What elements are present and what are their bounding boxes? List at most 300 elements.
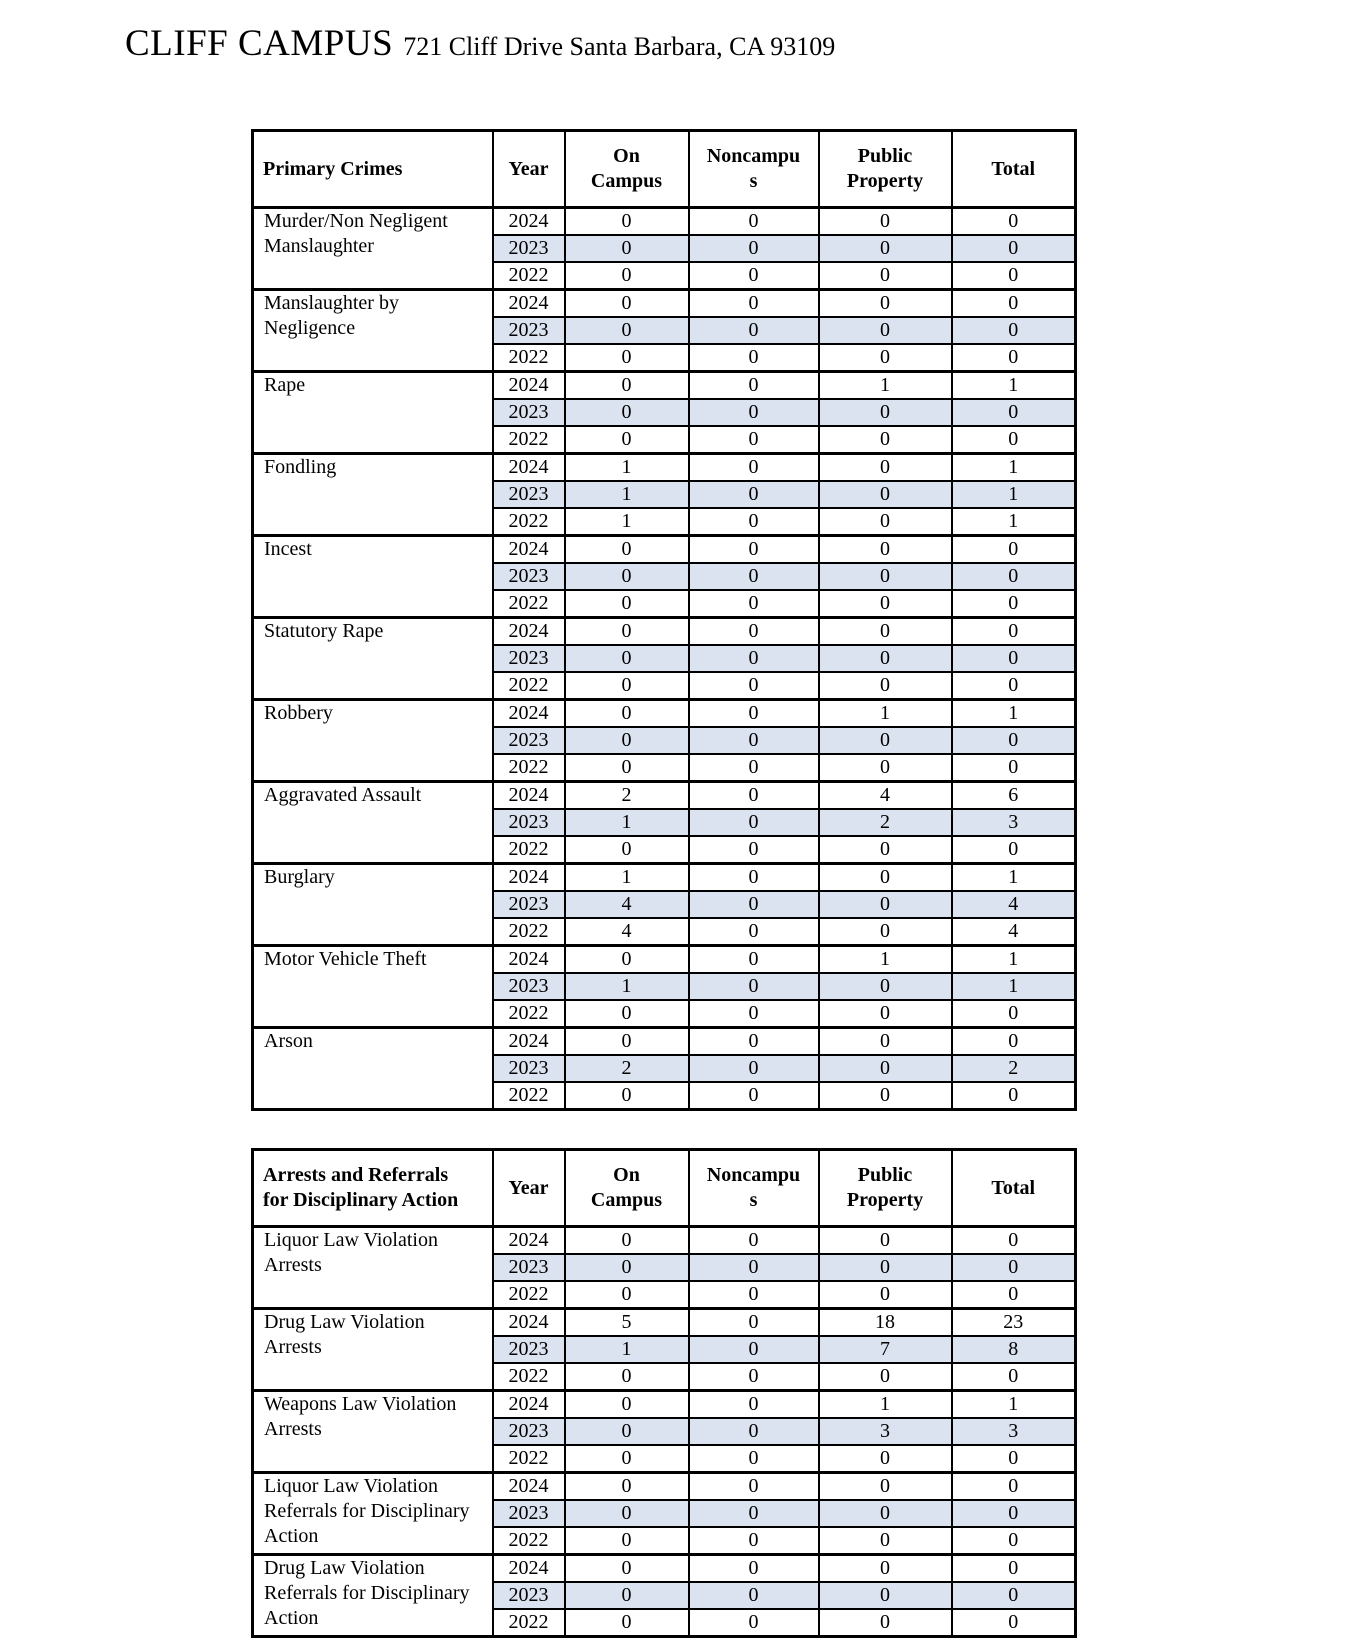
value-cell-publicproperty: 0	[819, 1281, 952, 1309]
year-cell: 2024	[493, 1391, 565, 1419]
year-cell: 2023	[493, 1418, 565, 1445]
value-cell-noncampus: 0	[689, 481, 819, 508]
value-cell-publicproperty: 0	[819, 1527, 952, 1555]
row-label-cell: Drug Law Violation Referrals for Disciplinary Action	[253, 1555, 493, 1637]
column-header-text-publicproperty: Public Property	[846, 145, 924, 192]
value-cell-total: 3	[952, 809, 1076, 836]
value-cell-noncampus: 0	[689, 590, 819, 618]
value-cell-noncampus: 0	[689, 1418, 819, 1445]
value-cell-publicproperty: 0	[819, 508, 952, 536]
value-cell-noncampus: 0	[689, 782, 819, 810]
year-cell: 2023	[493, 235, 565, 262]
row-label-cell: Aggravated Assault	[253, 782, 493, 864]
value-cell-noncampus: 0	[689, 1309, 819, 1337]
value-cell-publicproperty: 0	[819, 290, 952, 318]
row-label-cell: Incest	[253, 536, 493, 618]
value-cell-total: 0	[952, 645, 1076, 672]
crime-statistics-tables	[251, 129, 1352, 1638]
column-header-publicproperty	[819, 1150, 952, 1227]
value-cell-oncampus: 0	[565, 946, 689, 974]
value-cell-total: 0	[952, 1500, 1076, 1527]
value-cell-publicproperty: 0	[819, 1555, 952, 1583]
value-cell-oncampus: 4	[565, 918, 689, 946]
year-cell: 2024	[493, 782, 565, 810]
value-cell-publicproperty: 0	[819, 426, 952, 454]
row-label-cell: Liquor Law Violation Arrests	[253, 1227, 493, 1309]
year-cell: 2024	[493, 290, 565, 318]
value-cell-oncampus: 1	[565, 973, 689, 1000]
year-cell: 2024	[493, 1555, 565, 1583]
table-row	[253, 1309, 1076, 1337]
value-cell-publicproperty: 0	[819, 399, 952, 426]
value-cell-oncampus: 1	[565, 809, 689, 836]
value-cell-noncampus: 0	[689, 1055, 819, 1082]
value-cell-total: 0	[952, 1445, 1076, 1473]
year-cell: 2024	[493, 1473, 565, 1501]
primary-crimes-label-header-text: Primary Crimes	[263, 157, 403, 180]
value-cell-total: 0	[952, 208, 1076, 236]
year-cell: 2023	[493, 317, 565, 344]
value-cell-total: 3	[952, 1418, 1076, 1445]
value-cell-publicproperty: 0	[819, 590, 952, 618]
year-cell: 2022	[493, 1527, 565, 1555]
year-cell: 2024	[493, 536, 565, 564]
value-cell-total: 0	[952, 1254, 1076, 1281]
value-cell-oncampus: 0	[565, 727, 689, 754]
value-cell-oncampus: 0	[565, 645, 689, 672]
value-cell-total: 1	[952, 481, 1076, 508]
value-cell-total: 4	[952, 918, 1076, 946]
value-cell-oncampus: 0	[565, 426, 689, 454]
value-cell-noncampus: 0	[689, 536, 819, 564]
value-cell-total: 1	[952, 454, 1076, 482]
value-cell-publicproperty: 0	[819, 1082, 952, 1110]
column-header-total	[952, 131, 1076, 208]
value-cell-total: 1	[952, 508, 1076, 536]
year-cell: 2024	[493, 1309, 565, 1337]
value-cell-publicproperty: 0	[819, 536, 952, 564]
value-cell-noncampus: 0	[689, 1254, 819, 1281]
value-cell-noncampus: 0	[689, 672, 819, 700]
value-cell-publicproperty: 1	[819, 1391, 952, 1419]
value-cell-total: 0	[952, 1582, 1076, 1609]
table-row	[253, 700, 1076, 728]
table-row	[253, 208, 1076, 236]
value-cell-noncampus: 0	[689, 426, 819, 454]
value-cell-total: 0	[952, 536, 1076, 564]
table-row	[253, 454, 1076, 482]
value-cell-total: 0	[952, 754, 1076, 782]
table-row	[253, 372, 1076, 400]
row-label-cell: Arson	[253, 1028, 493, 1110]
year-cell: 2022	[493, 1000, 565, 1028]
year-cell: 2024	[493, 454, 565, 482]
table-row	[253, 782, 1076, 810]
value-cell-noncampus: 0	[689, 317, 819, 344]
value-cell-noncampus: 0	[689, 563, 819, 590]
value-cell-publicproperty: 0	[819, 208, 952, 236]
value-cell-oncampus: 1	[565, 1336, 689, 1363]
value-cell-publicproperty: 0	[819, 1500, 952, 1527]
value-cell-noncampus: 0	[689, 454, 819, 482]
year-cell: 2023	[493, 1582, 565, 1609]
row-label-cell: Weapons Law Violation Arrests	[253, 1391, 493, 1473]
row-label-cell: Drug Law Violation Arrests	[253, 1309, 493, 1391]
value-cell-total: 0	[952, 1281, 1076, 1309]
value-cell-noncampus: 0	[689, 1227, 819, 1255]
value-cell-total: 6	[952, 782, 1076, 810]
value-cell-noncampus: 0	[689, 946, 819, 974]
value-cell-total: 0	[952, 727, 1076, 754]
value-cell-total: 0	[952, 1000, 1076, 1028]
value-cell-total: 0	[952, 1527, 1076, 1555]
row-label-cell: Murder/Non Negligent Manslaughter	[253, 208, 493, 290]
value-cell-noncampus: 0	[689, 262, 819, 290]
value-cell-total: 1	[952, 372, 1076, 400]
value-cell-oncampus: 2	[565, 1055, 689, 1082]
value-cell-noncampus: 0	[689, 1363, 819, 1391]
year-cell: 2023	[493, 563, 565, 590]
column-header-oncampus	[565, 131, 689, 208]
value-cell-oncampus: 1	[565, 481, 689, 508]
value-cell-publicproperty: 0	[819, 344, 952, 372]
column-header-noncampus	[689, 1150, 819, 1227]
value-cell-oncampus: 0	[565, 1555, 689, 1583]
value-cell-noncampus: 0	[689, 344, 819, 372]
document-header	[125, 22, 1352, 65]
value-cell-oncampus: 5	[565, 1309, 689, 1337]
year-cell: 2023	[493, 891, 565, 918]
value-cell-publicproperty: 18	[819, 1309, 952, 1337]
arrests-referrals-table	[251, 1148, 1077, 1638]
value-cell-oncampus: 0	[565, 590, 689, 618]
row-label-cell: Statutory Rape	[253, 618, 493, 700]
value-cell-total: 0	[952, 1082, 1076, 1110]
row-label-cell: Motor Vehicle Theft	[253, 946, 493, 1028]
value-cell-noncampus: 0	[689, 1028, 819, 1056]
column-header-text-total: Total	[991, 1176, 1036, 1199]
column-header-total	[952, 1150, 1076, 1227]
value-cell-noncampus: 0	[689, 508, 819, 536]
value-cell-noncampus: 0	[689, 918, 819, 946]
value-cell-publicproperty: 1	[819, 946, 952, 974]
table-row	[253, 1227, 1076, 1255]
value-cell-total: 0	[952, 1609, 1076, 1637]
page-title: CLIFF CAMPUS	[125, 23, 394, 64]
value-cell-oncampus: 0	[565, 1281, 689, 1309]
value-cell-publicproperty: 0	[819, 1028, 952, 1056]
year-cell: 2022	[493, 1445, 565, 1473]
value-cell-oncampus: 0	[565, 672, 689, 700]
column-header-year	[493, 1150, 565, 1227]
row-label-cell: Burglary	[253, 864, 493, 946]
value-cell-total: 0	[952, 317, 1076, 344]
year-cell: 2023	[493, 645, 565, 672]
value-cell-oncampus: 0	[565, 1500, 689, 1527]
value-cell-oncampus: 0	[565, 1473, 689, 1501]
value-cell-oncampus: 0	[565, 290, 689, 318]
value-cell-oncampus: 0	[565, 563, 689, 590]
value-cell-noncampus: 0	[689, 1391, 819, 1419]
value-cell-noncampus: 0	[689, 1000, 819, 1028]
year-cell: 2023	[493, 1336, 565, 1363]
value-cell-publicproperty: 0	[819, 727, 952, 754]
value-cell-total: 0	[952, 1473, 1076, 1501]
arrests-referrals-label-header	[253, 1150, 493, 1227]
year-cell: 2022	[493, 1281, 565, 1309]
value-cell-noncampus: 0	[689, 891, 819, 918]
value-cell-noncampus: 0	[689, 1082, 819, 1110]
value-cell-noncampus: 0	[689, 727, 819, 754]
value-cell-total: 4	[952, 891, 1076, 918]
value-cell-total: 0	[952, 836, 1076, 864]
value-cell-publicproperty: 7	[819, 1336, 952, 1363]
row-label-cell: Liquor Law Violation Referrals for Disciplinary Action	[253, 1473, 493, 1555]
year-cell: 2022	[493, 590, 565, 618]
column-header-text-noncampus: Noncampus	[706, 1164, 801, 1211]
value-cell-oncampus: 0	[565, 317, 689, 344]
value-cell-publicproperty: 0	[819, 1445, 952, 1473]
value-cell-oncampus: 0	[565, 1028, 689, 1056]
value-cell-noncampus: 0	[689, 1281, 819, 1309]
value-cell-total: 1	[952, 946, 1076, 974]
value-cell-oncampus: 0	[565, 1418, 689, 1445]
value-cell-publicproperty: 0	[819, 864, 952, 892]
value-cell-noncampus: 0	[689, 700, 819, 728]
value-cell-oncampus: 1	[565, 454, 689, 482]
value-cell-noncampus: 0	[689, 1445, 819, 1473]
value-cell-publicproperty: 3	[819, 1418, 952, 1445]
column-header-year	[493, 131, 565, 208]
row-label-cell: Rape	[253, 372, 493, 454]
year-cell: 2022	[493, 754, 565, 782]
value-cell-noncampus: 0	[689, 208, 819, 236]
year-cell: 2024	[493, 372, 565, 400]
year-cell: 2023	[493, 809, 565, 836]
value-cell-publicproperty: 0	[819, 235, 952, 262]
table-row	[253, 1028, 1076, 1056]
value-cell-publicproperty: 2	[819, 809, 952, 836]
arrests-referrals-label-header-text: Arrests and Referrals for Disciplinary Action	[263, 1164, 459, 1211]
value-cell-publicproperty: 4	[819, 782, 952, 810]
value-cell-publicproperty: 0	[819, 563, 952, 590]
value-cell-total: 0	[952, 1363, 1076, 1391]
table-row	[253, 290, 1076, 318]
value-cell-noncampus: 0	[689, 618, 819, 646]
value-cell-total: 1	[952, 700, 1076, 728]
value-cell-total: 1	[952, 864, 1076, 892]
value-cell-noncampus: 0	[689, 235, 819, 262]
table-row	[253, 1555, 1076, 1583]
value-cell-publicproperty: 0	[819, 1609, 952, 1637]
value-cell-noncampus: 0	[689, 864, 819, 892]
year-cell: 2024	[493, 1227, 565, 1255]
value-cell-noncampus: 0	[689, 1527, 819, 1555]
year-cell: 2022	[493, 672, 565, 700]
column-header-text-total: Total	[991, 157, 1036, 180]
column-header-publicproperty	[819, 131, 952, 208]
value-cell-total: 0	[952, 399, 1076, 426]
value-cell-publicproperty: 0	[819, 454, 952, 482]
value-cell-publicproperty: 0	[819, 1473, 952, 1501]
table-row	[253, 618, 1076, 646]
year-cell: 2022	[493, 1609, 565, 1637]
year-cell: 2022	[493, 1363, 565, 1391]
value-cell-publicproperty: 1	[819, 700, 952, 728]
value-cell-oncampus: 0	[565, 618, 689, 646]
year-cell: 2024	[493, 1028, 565, 1056]
value-cell-publicproperty: 0	[819, 317, 952, 344]
value-cell-total: 1	[952, 1391, 1076, 1419]
value-cell-noncampus: 0	[689, 645, 819, 672]
year-cell: 2024	[493, 208, 565, 236]
year-cell: 2023	[493, 1055, 565, 1082]
row-label-cell: Fondling	[253, 454, 493, 536]
year-cell: 2024	[493, 700, 565, 728]
table-row	[253, 1391, 1076, 1419]
year-cell: 2024	[493, 946, 565, 974]
value-cell-oncampus: 0	[565, 344, 689, 372]
page	[0, 22, 1352, 1638]
value-cell-noncampus: 0	[689, 1555, 819, 1583]
value-cell-total: 0	[952, 426, 1076, 454]
value-cell-total: 0	[952, 235, 1076, 262]
value-cell-oncampus: 0	[565, 1363, 689, 1391]
value-cell-total: 0	[952, 618, 1076, 646]
year-cell: 2023	[493, 1254, 565, 1281]
column-header-text-year: Year	[508, 1176, 549, 1199]
value-cell-noncampus: 0	[689, 372, 819, 400]
value-cell-oncampus: 0	[565, 536, 689, 564]
value-cell-oncampus: 0	[565, 754, 689, 782]
year-cell: 2023	[493, 399, 565, 426]
value-cell-noncampus: 0	[689, 399, 819, 426]
value-cell-oncampus: 0	[565, 1582, 689, 1609]
value-cell-oncampus: 0	[565, 1000, 689, 1028]
value-cell-publicproperty: 0	[819, 1227, 952, 1255]
value-cell-publicproperty: 0	[819, 645, 952, 672]
value-cell-noncampus: 0	[689, 836, 819, 864]
value-cell-publicproperty: 0	[819, 1582, 952, 1609]
value-cell-total: 0	[952, 344, 1076, 372]
value-cell-noncampus: 0	[689, 1336, 819, 1363]
value-cell-oncampus: 0	[565, 1445, 689, 1473]
value-cell-oncampus: 0	[565, 372, 689, 400]
value-cell-publicproperty: 0	[819, 891, 952, 918]
value-cell-total: 0	[952, 262, 1076, 290]
value-cell-oncampus: 0	[565, 700, 689, 728]
value-cell-total: 0	[952, 590, 1076, 618]
year-cell: 2022	[493, 344, 565, 372]
year-cell: 2022	[493, 836, 565, 864]
year-cell: 2024	[493, 618, 565, 646]
value-cell-oncampus: 4	[565, 891, 689, 918]
value-cell-total: 0	[952, 1227, 1076, 1255]
value-cell-noncampus: 0	[689, 809, 819, 836]
value-cell-oncampus: 0	[565, 1527, 689, 1555]
value-cell-publicproperty: 0	[819, 1254, 952, 1281]
value-cell-total: 0	[952, 290, 1076, 318]
value-cell-publicproperty: 0	[819, 1363, 952, 1391]
value-cell-publicproperty: 0	[819, 973, 952, 1000]
table-row	[253, 946, 1076, 974]
value-cell-publicproperty: 0	[819, 836, 952, 864]
table-row	[253, 864, 1076, 892]
column-header-oncampus	[565, 1150, 689, 1227]
value-cell-total: 1	[952, 973, 1076, 1000]
value-cell-noncampus: 0	[689, 973, 819, 1000]
column-header-text-publicproperty: Public Property	[846, 1164, 924, 1211]
value-cell-publicproperty: 1	[819, 372, 952, 400]
value-cell-noncampus: 0	[689, 1582, 819, 1609]
value-cell-oncampus: 0	[565, 1391, 689, 1419]
value-cell-publicproperty: 0	[819, 481, 952, 508]
value-cell-oncampus: 2	[565, 782, 689, 810]
column-header-text-year: Year	[508, 157, 549, 180]
row-label-cell: Robbery	[253, 700, 493, 782]
primary-crimes-table	[251, 129, 1077, 1111]
year-cell: 2022	[493, 508, 565, 536]
value-cell-total: 8	[952, 1336, 1076, 1363]
value-cell-oncampus: 0	[565, 399, 689, 426]
year-cell: 2023	[493, 1500, 565, 1527]
value-cell-publicproperty: 0	[819, 918, 952, 946]
value-cell-publicproperty: 0	[819, 754, 952, 782]
value-cell-total: 0	[952, 1555, 1076, 1583]
column-header-noncampus	[689, 131, 819, 208]
column-header-text-oncampus: On Campus	[590, 1164, 663, 1211]
value-cell-total: 0	[952, 672, 1076, 700]
primary-crimes-label-header	[253, 131, 493, 208]
value-cell-total: 0	[952, 563, 1076, 590]
value-cell-noncampus: 0	[689, 290, 819, 318]
value-cell-total: 0	[952, 1028, 1076, 1056]
value-cell-oncampus: 0	[565, 1227, 689, 1255]
year-cell: 2023	[493, 973, 565, 1000]
year-cell: 2024	[493, 864, 565, 892]
table-row	[253, 536, 1076, 564]
value-cell-oncampus: 0	[565, 1082, 689, 1110]
value-cell-publicproperty: 0	[819, 1000, 952, 1028]
page-subtitle: 721 Cliff Drive Santa Barbara, CA 93109	[403, 32, 836, 61]
row-label-cell: Manslaughter by Negligence	[253, 290, 493, 372]
value-cell-publicproperty: 0	[819, 262, 952, 290]
year-cell: 2022	[493, 1082, 565, 1110]
value-cell-oncampus: 0	[565, 836, 689, 864]
value-cell-noncampus: 0	[689, 1500, 819, 1527]
value-cell-publicproperty: 0	[819, 1055, 952, 1082]
value-cell-oncampus: 1	[565, 508, 689, 536]
value-cell-oncampus: 0	[565, 235, 689, 262]
value-cell-oncampus: 0	[565, 1609, 689, 1637]
year-cell: 2022	[493, 918, 565, 946]
value-cell-noncampus: 0	[689, 1473, 819, 1501]
value-cell-publicproperty: 0	[819, 618, 952, 646]
column-header-text-noncampus: Noncampus	[706, 145, 801, 192]
value-cell-oncampus: 0	[565, 208, 689, 236]
year-cell: 2022	[493, 262, 565, 290]
value-cell-oncampus: 1	[565, 864, 689, 892]
year-cell: 2023	[493, 481, 565, 508]
table-row	[253, 1473, 1076, 1501]
value-cell-noncampus: 0	[689, 1609, 819, 1637]
year-cell: 2022	[493, 426, 565, 454]
column-header-text-oncampus: On Campus	[590, 145, 663, 192]
value-cell-oncampus: 0	[565, 262, 689, 290]
value-cell-oncampus: 0	[565, 1254, 689, 1281]
value-cell-total: 2	[952, 1055, 1076, 1082]
value-cell-publicproperty: 0	[819, 672, 952, 700]
